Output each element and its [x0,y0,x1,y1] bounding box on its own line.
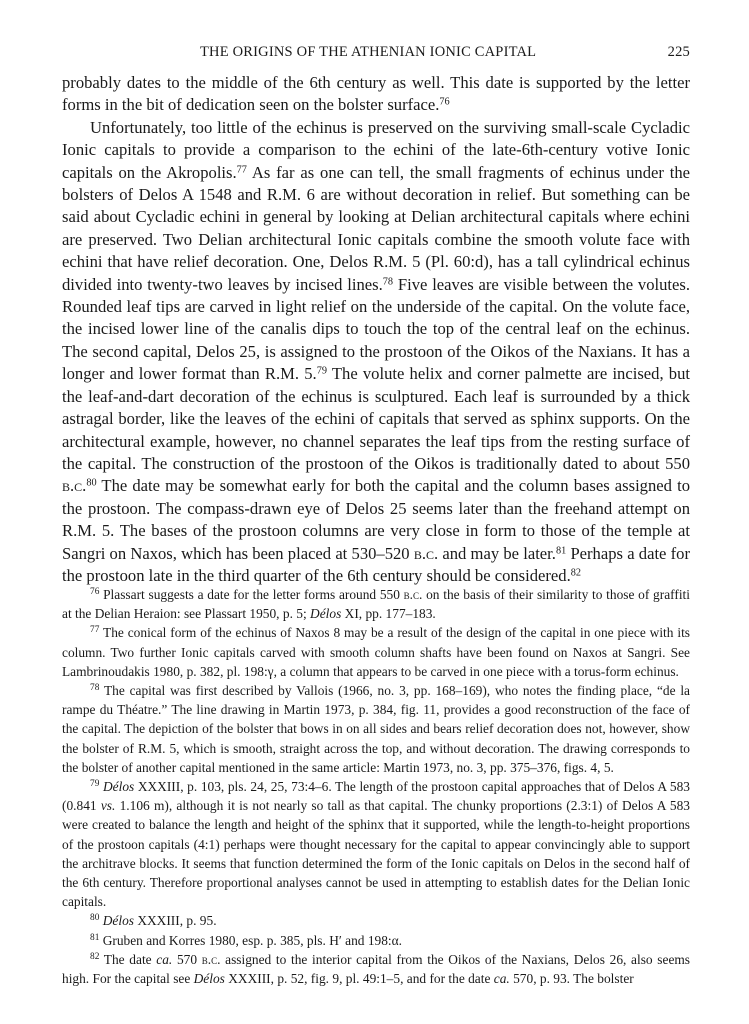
footnote-80: $^{80}$ Délos XXXIII, p. 95. [90,913,217,929]
footnote-76: $^{76}$ Plassart suggests a date for the letter forms around 550 b.c. on the basis of their similarity to those of graffiti at the Delian Heraion: see Plassart 1950, p. 5; Délos XI, pp. 177–183. [62,586,690,622]
footnote-78: $^{78}$ The capital was first described by Vallois (1966, no. 3, pp. 168–169), who notes the finding place, “de la rampe du Théatre.” The line drawing in Martin 1973, p. 384, fig. 11, provides a good reconstruction of the face of the capital. The depiction of the bolster that bows in on all sides and bears relief decoration does not, however, show the bolster of R.M. 5, which is smooth, straight across the top, and without decoration. The drawing corresponds to the bolster of another capital mentioned in the same article: Martin 1973, no. 3, pp. 375–376, figs. 4, 5. [62,682,690,775]
footnote-ref-78[interactable]: 78 [382,276,394,287]
main-text [62,72,690,587]
running-header [62,44,690,66]
footnote-ref-82[interactable]: 82 [570,567,582,579]
footnote-ref-76[interactable]: 76 [439,96,450,108]
footnote-82: $^{82}$ The date ca. 570 b.c. assigned to the interior capital from the Oikos of the Naxians, Delos 26, also seems high. For the capital see Délos XXXIII, p. 52, fig. 9, pl. 49:1–5, and for the date ca. 570, p. 93. The bolster [62,951,691,987]
footnote-79: $^{79}$ Délos XXXIII, p. 103, pls. 24, 25, 73:4–6. The length of the prostoon capital approaches that of Delos A 583 (0.841 vs. 1.106 m), although it is not nearly so tall as that capital. The chunky proportions (2.3:1) of Delos A 583 were created to balance the length and height of the sphinx that it supported, while the length-to-height proportions of the prostoon capitals (4:1) perhaps were thought necessary for the capital to appear convincingly able to support the architrave blocks. It seems that function determined the form of the Ionic capitals on Delos in the second half of the 6th century. Therefore proportional analyses cannot be used in attempting to establish dates for the Delian Ionic capitals. [62,778,690,910]
running-title: THE ORIGINS OF THE ATHENIAN IONIC CAPITAL [200,44,537,60]
footnote-ref-79[interactable]: 79 [316,365,327,377]
page-number: 225 [667,44,690,60]
footnote-77: $^{77}$ The conical form of the echinus of Naxos 8 may be a result of the design of the capital in one piece with its column. Two further Ionic capitals carved with smooth column shafts have been found on Naxos at Sangri. See Lambrinoudakis 1980, p. 382, pl. 198:γ, a column that appears to be carved in one piece with a torus-form echinus. [62,625,690,679]
footnote-ref-81[interactable]: 81 [555,544,567,556]
footnote-ref-77[interactable]: 77 [236,163,247,175]
footnotes [62,585,690,988]
paragraph-2: Unfortunately, too little of the echinus is preserved on the surviving small-scale Cycladic Ionic capitals to provide a comparison to the echini of the late-6th-century votive Ionic capitals on the Akropolis.$^{77}$ As far as one can tell, the small fragments of echinus under the bolsters of Delos A 1548 and R.M. 6 are without decoration in relief. But something can be said about Cycladic echini in general by looking at Delian architectural capitals where echini are preserved. Two Delian architectural Ionic capitals combine the smooth volute face with echini that have relief decoration. One, Delos R.M. 5 (Pl. 60:d), has a tall cylindrical echinus divided into twenty-two leaves by incised lines.$^{78}$ Five leaves are visible between the volutes. Rounded leaf tips are carved in light relief on the underside of the capital. On the volute face, the incised lower line of the canalis dips to touch the top of the central leaf on the echinus. The second capital, Delos 25, is assigned to the prostoon of the Oikos of the Naxians. It has a longer and lower format than R.M. 5.79 The volute helix and corner palmette are incised, but the leaf-and-dart decoration of the echinus is sculptured. Each leaf is surrounded by a thick astragal border, like the leaves of the echini of capitals that served as sphinx supports. On the architectural example, however, no channel separates the leaf tips from the resting surface of the capital. The construction of the prostoon of the Oikos is traditionally dated to about 550 b.c.$^{80}$ The date may be somewhat early for both the capital and the column bases assigned to the prostoon. The compass-drawn eye of Delos 25 seems later than the freehand attempt on R.M. 5. The bases of the prostoon columns are very close in form to those of the temple at Sangri on Naxos, which has been placed at 530–520 b.c. and may be later.$^{81}$ Perhaps a date for the prostoon late in the third quarter of the 6th century should be considered.$^{82}$ [62,117,690,585]
footnote-81: $^{81}$ Gruben and Korres 1980, esp. p. 385, pls. H′ and 198:α. [90,932,403,948]
footnote-ref-80[interactable]: 80 [86,477,97,489]
paragraph-1: probably dates to the middle of the 6th century as well. This date is supported by the letter forms in the bit of dedication seen on the bolster surface.$^{76}$ [62,73,690,115]
